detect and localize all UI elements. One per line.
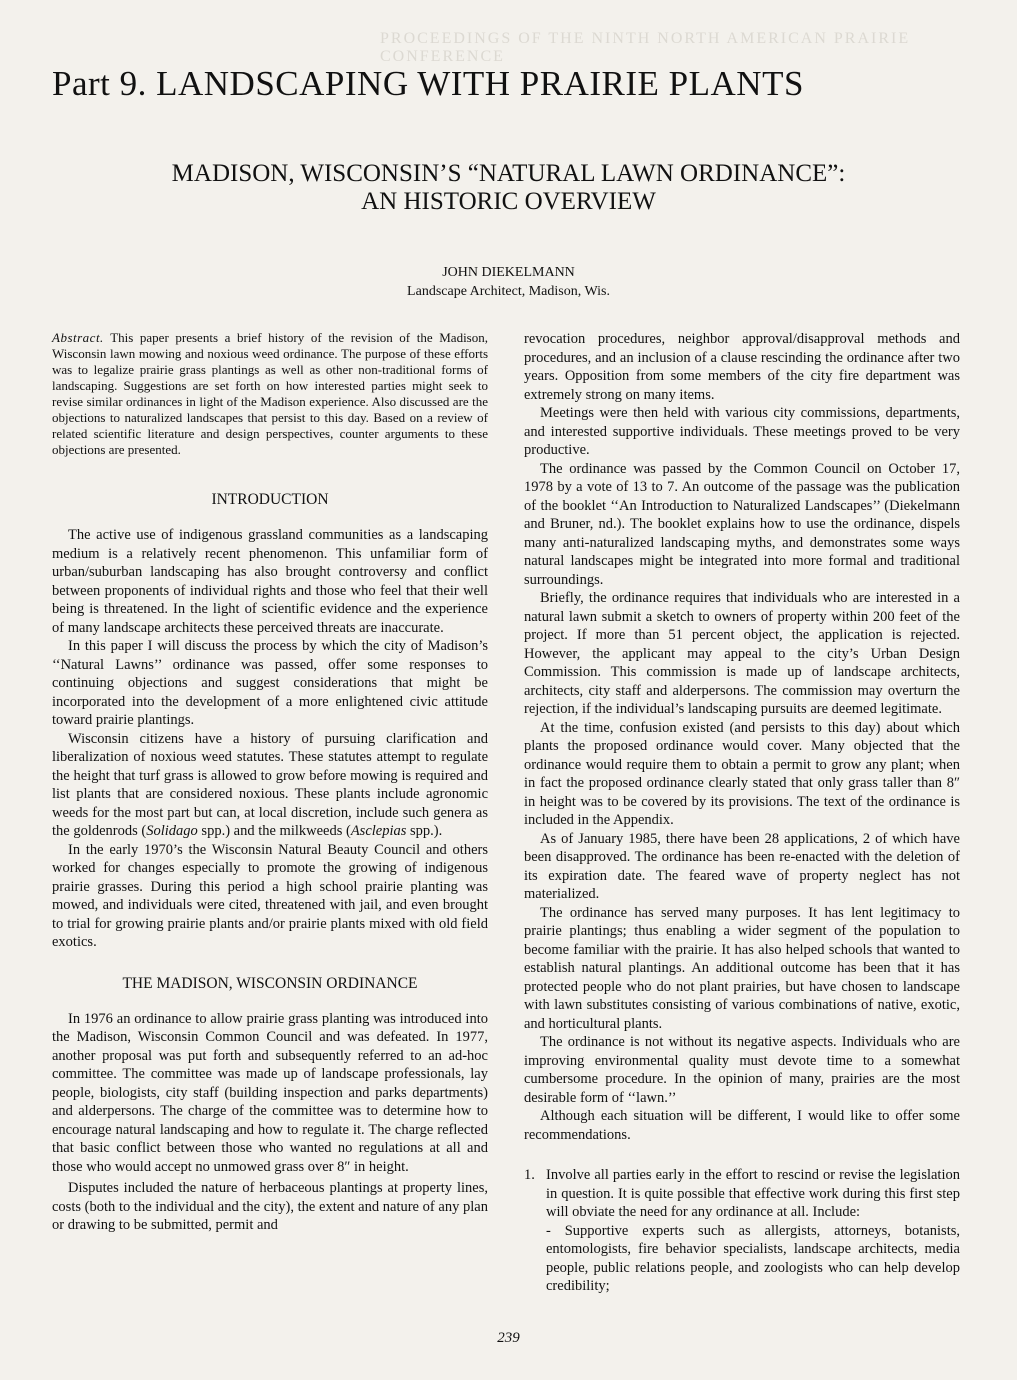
- meetings-paragraph: Meetings were then held with various city commissions, departments, and interested supportive individuals. These meetings proved to be very productive.: [524, 405, 960, 458]
- left-column: [52, 330, 488, 1235]
- negative-aspects-paragraph: The ordinance is not without its negative aspects. Individuals who are improving environmental quality must devote time to a somewhat cumbersome procedure. In the opinion of many, prairies are the most desirable form of ‘‘lawn.’’: [524, 1034, 960, 1106]
- ordinance-paragraph-1: In 1976 an ordinance to allow prairie grass planting was introduced into the Madison, Wisconsin Common Council and was defeated. In 1977, another proposal was put forth and subsequently referred to an ad-hoc committee. The committee was made up of landscape professionals, lay people, biologists, city staff (building inspection and parks departments) and alderpersons. The charge of the committee was to determine how to encourage natural landscaping and how to regulate it. The charge reflected that basic conflict between those who wanted no regulations at all and those who would accept no unmowed grass over 8″ in height.: [52, 1010, 488, 1175]
- page-number: 239: [497, 1330, 520, 1346]
- recommendations-intro: Although each situation will be different, I would like to offer some recommendations.: [524, 1108, 960, 1143]
- purposes-paragraph: The ordinance has served many purposes. It has lent legitimacy to prairie plantings; thus enabling a wider segment of the population to become familiar with the prairie. It has also helped schools that wanted to establish natural plantings. An additional outcome has been that it has protected people who do not plant prairies, but have chosen to landscape with lawn substitutes consisting of various combinations of native, exotic, and horticultural plants.: [524, 904, 960, 1032]
- ordinance-paragraph-2: Disputes included the nature of herbaceous plantings at property lines, costs (both to the individual and the city), the extent and nature of any plan or drawing to be submitted, permit and: [52, 1180, 488, 1233]
- continued-paragraph: revocation procedures, neighbor approval/disapproval methods and procedures, and an inclusion of a clause rescinding the ordinance after two years. Opposition from some members of the city fire department was extremely strong on many items.: [524, 331, 960, 403]
- genus-solidago: Solidago: [146, 823, 198, 839]
- list-number: 1.: [524, 1167, 535, 1183]
- confusion-paragraph: At the time, confusion existed (and persists to this day) about which plants the proposed ordinance would cover. Many objected that the ordinance would require them to obtain a permit to grow any plant; when in fact the proposed ordinance clearly stated that only grass taller than 8″ in height was to be covered by its provisions. The text of the ordinance is included in the Appendix.: [524, 719, 960, 828]
- part-title: Part 9. LANDSCAPING WITH PRAIRIE PLANTS: [52, 64, 804, 103]
- article-title-line-2: AN HISTORIC OVERVIEW: [361, 188, 656, 215]
- passage-paragraph: The ordinance was passed by the Common Council on October 17, 1978 by a vote of 13 to 7. An outcome of the passage was the publication of the booklet ‘‘An Introduction to Naturalized Landscapes’’ (Diekelmann and Bruner, nd.). The booklet explains how to use the ordinance, dispels many anti-naturalized landscaping myths, and demonstrates some ways natural landscapes might be integrated into more formal and traditional surroundings.: [524, 460, 960, 588]
- requirements-paragraph: Briefly, the ordinance requires that individuals who are interested in a natural lawn submit a sketch to owners of property within 200 feet of the project. If more than 51 percent object, the application is rejected. However, the applicant may appeal to the city’s Urban Design Commission. This commission is made up of landscape architects, architects, city staff and alderpersons. The commission may overturn the rejection, if the individual’s landscaping pursuits are deemed legitimate.: [524, 590, 960, 717]
- genus-asclepias: Asclepias: [350, 823, 407, 839]
- abstract: [52, 330, 488, 458]
- article-title: [0, 160, 1017, 216]
- abstract-label: Abstract.: [52, 330, 104, 345]
- intro-p3-part-a: Wisconsin citizens have a history of pursuing clarification and liberalization of noxious weed statutes. These statutes attempt to regulate the height that turf grass is allowed to grow before mowing is required and list plants that are considered noxious. These plants include agronomic weeds for the most part but can, at local discretion, include such genera as the goldenrods (: [52, 730, 488, 839]
- article-title-line-1: MADISON, WISCONSIN’S “NATURAL LAWN ORDINANCE”:: [171, 160, 846, 187]
- intro-p3-part-c: spp.).: [406, 823, 443, 839]
- author-name: JOHN DIEKELMANN: [442, 265, 575, 280]
- recommendation-1-text: Involve all parties early in the effort to rescind or revise the legislation in question. It is quite possible that effective work during this first step will obviate the need for any ordinance at all. Include:: [546, 1167, 960, 1220]
- ordinance-heading: THE MADISON, WISCONSIN ORDINANCE: [122, 974, 418, 992]
- right-column: [524, 330, 960, 1296]
- recommendation-1-subitem: - Supportive experts such as allergists, attorneys, botanists, entomologists, fire behavior specialists, landscape architects, media people, public relations people, and zoologists who can help develop credibility;: [546, 1222, 960, 1294]
- intro-paragraph-1: The active use of indigenous grassland communities as a landscaping medium is a relatively recent phenomenon. This unfamiliar form of urban/suburban landscaping has also brought controversy and conflict between proponents of individual rights and those who feel that their well being is threatened. In the light of scientific evidence and the experience of many landscape architects these perceived threats are inaccurate.: [52, 527, 488, 636]
- introduction-heading: INTRODUCTION: [211, 491, 329, 508]
- intro-paragraph-4: In the early 1970’s the Wisconsin Natural Beauty Council and others worked for changes especially to promote the growing of indigenous prairie grasses. During this period a high school prairie planting was mowed, and individuals were cited, threatened with jail, and even brought to trial for growing prairie plants and/or prairie plants mixed with old field exotics.: [52, 841, 488, 950]
- recommendation-1: [524, 1166, 960, 1222]
- applications-paragraph: As of January 1985, there have been 28 applications, 2 of which have been disapproved. The ordinance has been re-enacted with the deletion of its expiration date. The feared wave of property neglect has not materialized.: [524, 830, 960, 902]
- intro-paragraph-2: In this paper I will discuss the process by which the city of Madison’s ‘‘Natural Lawns’’ ordinance was passed, offer some responses to continuing objections and suggest considerations that might be incorporated into the development of a more enlightened civic attitude toward prairie plantings.: [52, 638, 488, 728]
- bleed-through-header: PROCEEDINGS OF THE NINTH NORTH AMERICAN PRAIRIE CONFERENCE: [380, 30, 911, 65]
- abstract-text: This paper presents a brief history of the revision of the Madison, Wisconsin lawn mowing and noxious weed ordinance. The purpose of these efforts was to legalize prairie grass plantings as well as other non-traditional forms of landscaping. Suggestions are set forth on how interested parties might seek to revise similar ordinances in light of the Madison experience. Also discussed are the objections to naturalized landscapes that persist to this day. Based on a review of related scientific literature and design perspectives, counter arguments to these objections are presented.: [52, 330, 488, 457]
- intro-p3-part-b: spp.) and the milkweeds (: [197, 823, 351, 839]
- author-affiliation: Landscape Architect, Madison, Wis.: [407, 284, 610, 299]
- byline: [0, 263, 1017, 301]
- intro-paragraph-3: [52, 730, 488, 841]
